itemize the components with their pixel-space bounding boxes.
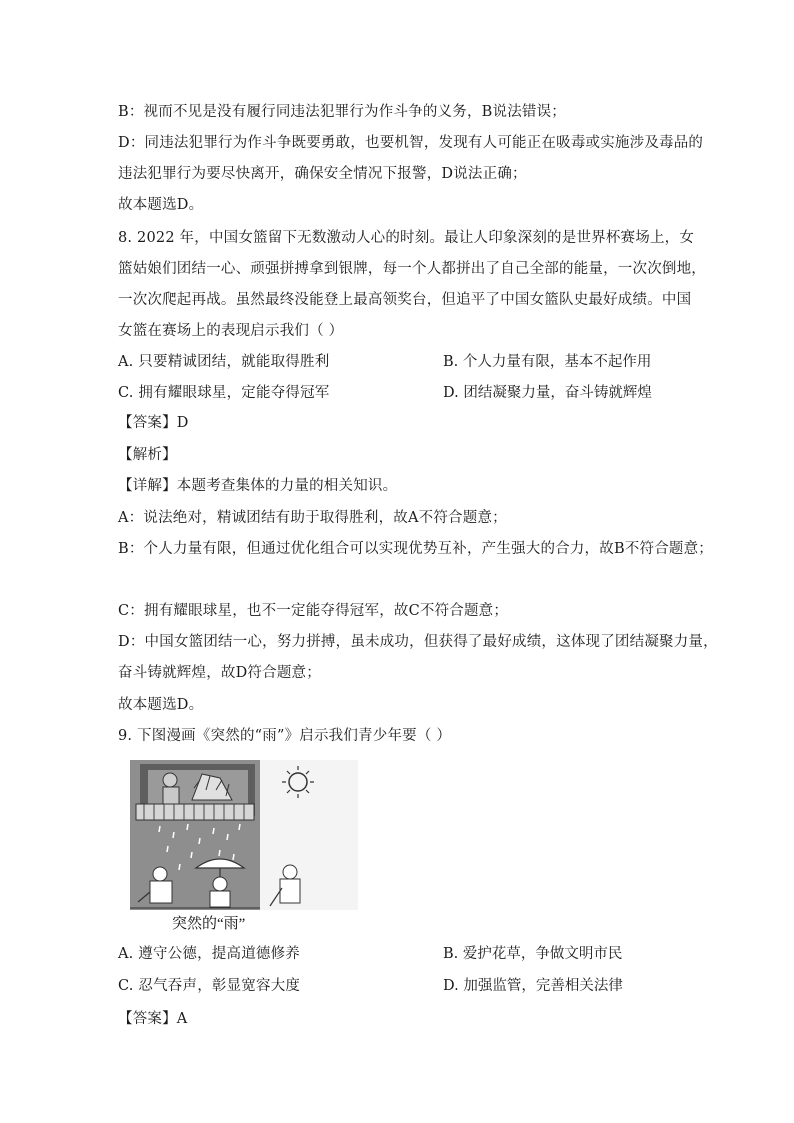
q8-answer: 【答案】D xyxy=(118,415,189,431)
q9-stem: 9. 下图漫画《突然的“雨”》启示我们青少年要（ ） xyxy=(118,728,452,744)
prev-d-line-1: D：同违法犯罪行为作斗争既要勇敢，也要机智，发现有人可能正在吸毒或实施涉及毒品的 xyxy=(118,135,704,151)
q9-option-a: A. 遵守公德，提高道德修养 xyxy=(118,946,300,962)
q8-detail: 【详解】本题考查集体的力量的相关知识。 xyxy=(118,478,398,494)
q8-stem-line-2: 篮姑娘们团结一心、顽强拼搏拿到银牌，每一个人都拼出了自己全部的能量，一次次倒地， xyxy=(118,261,706,277)
cartoon-caption: 突然的“雨” xyxy=(172,916,246,932)
q8-option-b: B. 个人力量有限，基本不起作用 xyxy=(443,354,652,370)
prev-b-line: B：视而不见是没有履行同违法犯罪行为作斗争的义务，B说法错误； xyxy=(118,104,567,120)
q8-option-a: A. 只要精诚团结，就能取得胜利 xyxy=(118,354,330,370)
q8-stem-line-1: 8. 2022 年，中国女篮留下无数激动人心的时刻。最让人印象深刻的是世界杯赛场上，女 xyxy=(118,230,695,246)
q9-answer: 【答案】A xyxy=(118,1011,188,1027)
q8-d-explain-2: 奋斗铸就辉煌，故D符合题意； xyxy=(118,665,321,681)
q8-stem-line-3: 一次次爬起再战。虽然最终没能登上最高领奖台，但追平了中国女篮队史最好成绩。中国 xyxy=(118,292,692,308)
cartoon-image xyxy=(130,760,358,932)
q8-a-explain: A：说法绝对，精诚团结有助于取得胜利，故A不符合题意； xyxy=(118,510,507,526)
q8-option-c: C. 拥有耀眼球星，定能夺得冠军 xyxy=(118,385,330,401)
q8-option-d: D. 团结凝聚力量，奋斗铸就辉煌 xyxy=(443,385,652,401)
q9-option-b: B. 爱护花草，争做文明市民 xyxy=(443,946,623,962)
q8-b-explain: B：个人力量有限，但通过优化组合可以实现优势互补，产生强大的合力，故B不符合题意； xyxy=(118,541,714,557)
q8-analysis-label: 【解析】 xyxy=(118,447,177,463)
q8-stem-line-4: 女篮在赛场上的表现启示我们（ ） xyxy=(118,323,344,339)
q9-option-d: D. 加强监管，完善相关法律 xyxy=(443,978,623,994)
q8-d-explain-1: D：中国女篮团结一心，努力拼搏，虽未成功，但获得了最好成绩，这体现了团结凝聚力量， xyxy=(118,634,718,650)
q8-conclusion: 故本题选D。 xyxy=(118,697,204,713)
q9-cartoon xyxy=(130,760,358,932)
q9-option-c: C. 忍气吞声，彰显宽容大度 xyxy=(118,978,301,994)
prev-d-line-2: 违法犯罪行为要尽快离开，确保安全情况下报警，D说法正确； xyxy=(118,166,527,182)
prev-conclusion: 故本题选D。 xyxy=(118,197,204,213)
q8-c-explain: C：拥有耀眼球星，也不一定能夺得冠军，故C不符合题意； xyxy=(118,603,509,619)
